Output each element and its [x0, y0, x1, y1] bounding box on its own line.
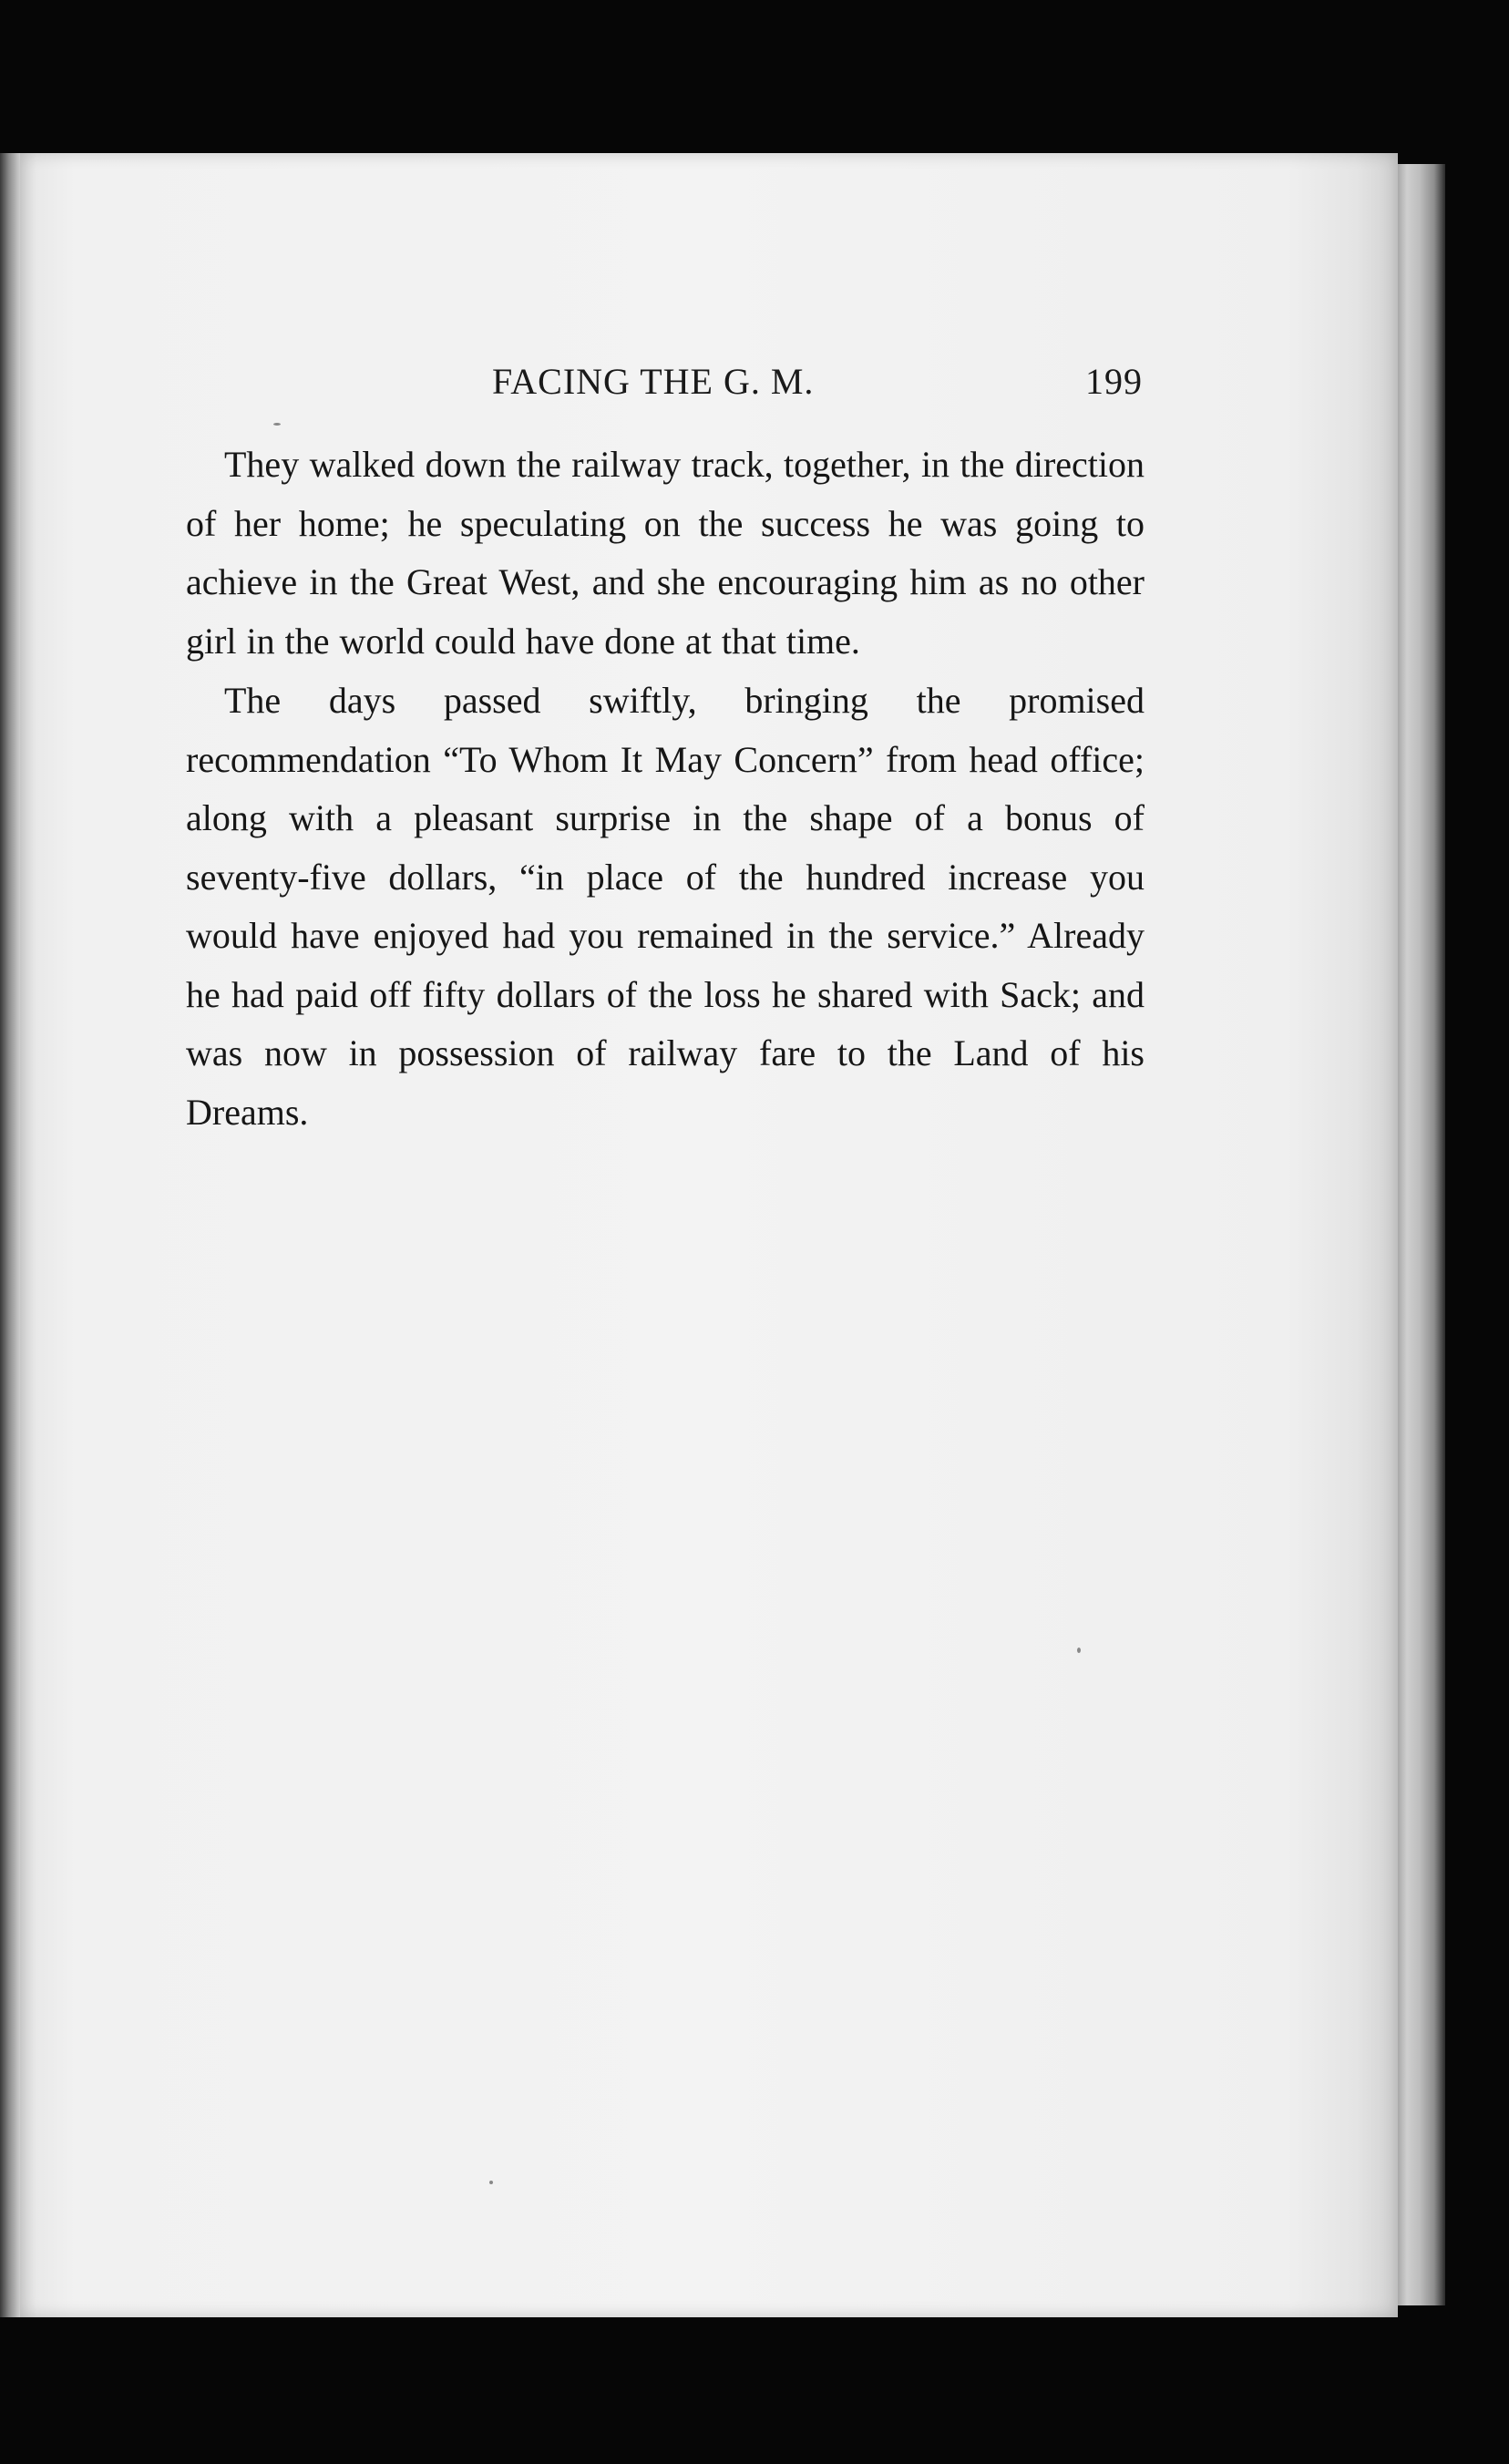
running-header — [492, 360, 1148, 415]
paper-speck — [273, 423, 281, 426]
page-number: 199 — [1085, 361, 1143, 402]
paper-speck — [1077, 1648, 1081, 1653]
paper-speck — [489, 2181, 493, 2184]
paragraph: The days passed swiftly, bringing the promised recommendation “To Whom It May Concern” from head office; along with a pleasant surprise in the shape of a bonus of seventy-five dollars, “in place of the hundred increase you would have enjoyed had you remained in the service.” Already he had paid off fifty dollars of the loss he shared with Sack; and was now in possession of railway fare to the Land of his Dreams. — [186, 680, 1145, 1133]
running-title: FACING THE G. M. — [492, 361, 815, 402]
body-text — [186, 436, 1145, 1142]
paragraph: They walked down the railway track, together, in the direction of her home; he speculating on the success he was going to achieve in the Great West, and she encouraging him as no other girl in the world could have done at that time. — [186, 444, 1145, 662]
page-right-edge — [1398, 164, 1445, 2305]
